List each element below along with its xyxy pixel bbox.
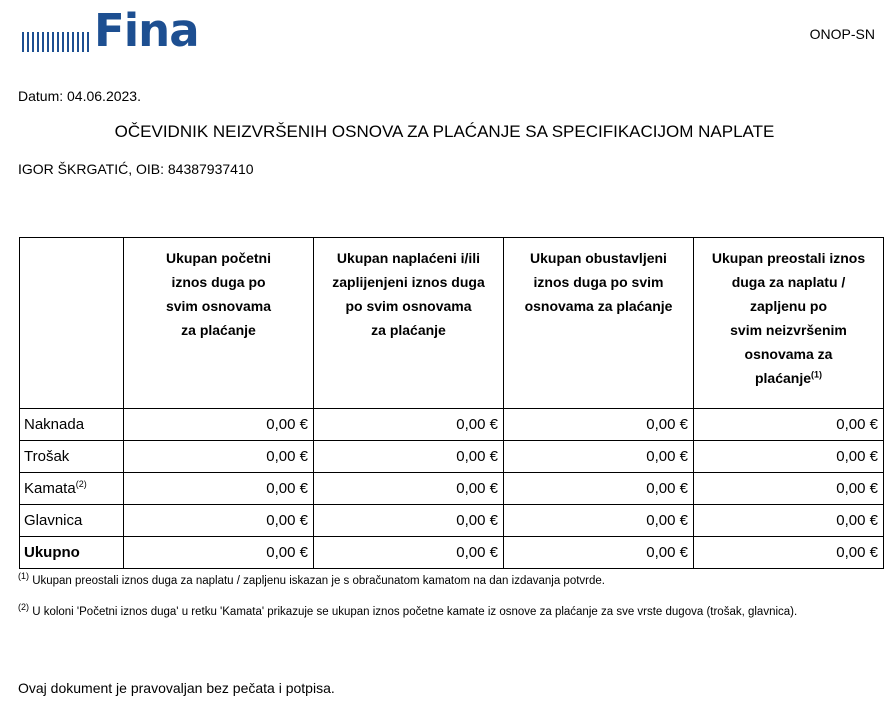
footnote-marker: (1) <box>18 571 29 582</box>
value-cell: 0,00 € <box>314 441 504 473</box>
column-header-line: svim neizvršenim <box>730 322 847 338</box>
column-header-line: osnovama za <box>744 346 833 362</box>
header-collected-debt <box>314 238 504 409</box>
validity-statement: Ovaj dokument je pravovaljan bez pečata i potpisa. <box>18 680 335 696</box>
column-header-line: za plaćanje <box>371 322 446 338</box>
table-header-row <box>20 238 884 409</box>
form-code: ONOP-SN <box>809 26 875 42</box>
footnote-text: U koloni 'Početni iznos duga' u retku 'Kamata' prikazuje se ukupan iznos početne kamate iz osnove za plaćanje za sve vrste dugova (trošak, glavnica). <box>29 606 798 618</box>
logo-bars-icon <box>22 32 92 52</box>
footnote-marker: (2) <box>18 602 29 613</box>
column-header-line: osnovama za plaćanje <box>524 298 673 314</box>
column-header-line: iznos duga po <box>171 274 266 290</box>
footnote-2 <box>18 602 878 620</box>
column-header-line: Ukupan preostali iznos <box>711 250 866 266</box>
value-cell: 0,00 € <box>124 409 314 441</box>
footnote-1 <box>18 571 878 589</box>
header-initial-debt <box>124 238 314 409</box>
column-header-line: po svim osnovama <box>345 298 472 314</box>
column-header-line: plaćanje$^{(1)}$ <box>754 369 823 386</box>
logo-wordmark: Fina <box>94 4 199 57</box>
column-header-line: duga za naplatu / <box>731 274 846 290</box>
column-header-line: iznos duga po svim <box>533 274 664 290</box>
debt-specification-table <box>19 237 884 569</box>
row-label: Naknada <box>20 409 124 441</box>
document-date: Datum: 04.06.2023. <box>18 88 141 104</box>
row-label: Ukupno <box>20 537 124 569</box>
footnote-marker: (1) <box>811 369 823 380</box>
table-row <box>20 441 884 473</box>
value-cell: 0,00 € <box>694 441 884 473</box>
table-row <box>20 409 884 441</box>
row-label: Glavnica <box>20 505 124 537</box>
row-label: Trošak <box>20 441 124 473</box>
value-cell: 0,00 € <box>124 505 314 537</box>
header-corner-cell <box>20 238 124 409</box>
footnote-text: Ukupan preostali iznos duga za naplatu / zapljenu iskazan je s obračunatom kamatom na dan izdavanja potvrde. <box>29 575 605 587</box>
value-cell: 0,00 € <box>504 473 694 505</box>
value-cell: 0,00 € <box>504 537 694 569</box>
header-remaining-debt <box>694 238 884 409</box>
value-cell: 0,00 € <box>124 473 314 505</box>
value-cell: 0,00 € <box>314 537 504 569</box>
column-header-line: za plaćanje <box>181 322 256 338</box>
column-header-line: zaplijenjeni iznos duga <box>332 274 485 290</box>
table-row <box>20 473 884 505</box>
value-cell: 0,00 € <box>504 409 694 441</box>
value-cell: 0,00 € <box>694 537 884 569</box>
table-row <box>20 505 884 537</box>
value-cell: 0,00 € <box>694 505 884 537</box>
value-cell: 0,00 € <box>314 473 504 505</box>
row-label: Kamata$^{(2)}$ <box>20 473 124 505</box>
value-cell: 0,00 € <box>124 441 314 473</box>
value-cell: 0,00 € <box>504 505 694 537</box>
value-cell: 0,00 € <box>694 409 884 441</box>
document-title: OČEVIDNIK NEIZVRŠENIH OSNOVA ZA PLAĆANJE SA SPECIFIKACIJOM NAPLATE <box>114 122 775 141</box>
value-cell: 0,00 € <box>314 505 504 537</box>
column-header-line: Ukupan obustavljeni <box>530 250 667 266</box>
value-cell: 0,00 € <box>124 537 314 569</box>
fina-logo <box>22 4 262 57</box>
table-total-row <box>20 537 884 569</box>
value-cell: 0,00 € <box>504 441 694 473</box>
column-header-line: zapljenu po <box>750 298 827 314</box>
column-header-line: Ukupan naplaćeni i/ili <box>336 250 481 266</box>
column-header-line: Ukupan početni <box>165 250 271 266</box>
value-cell: 0,00 € <box>694 473 884 505</box>
value-cell: 0,00 € <box>314 409 504 441</box>
column-header-line: svim osnovama <box>165 298 272 314</box>
footnote-marker: (2) <box>75 479 87 489</box>
person-identity: IGOR ŠKRGATIĆ, OIB: 84387937410 <box>18 161 254 177</box>
header-suspended-debt <box>504 238 694 409</box>
